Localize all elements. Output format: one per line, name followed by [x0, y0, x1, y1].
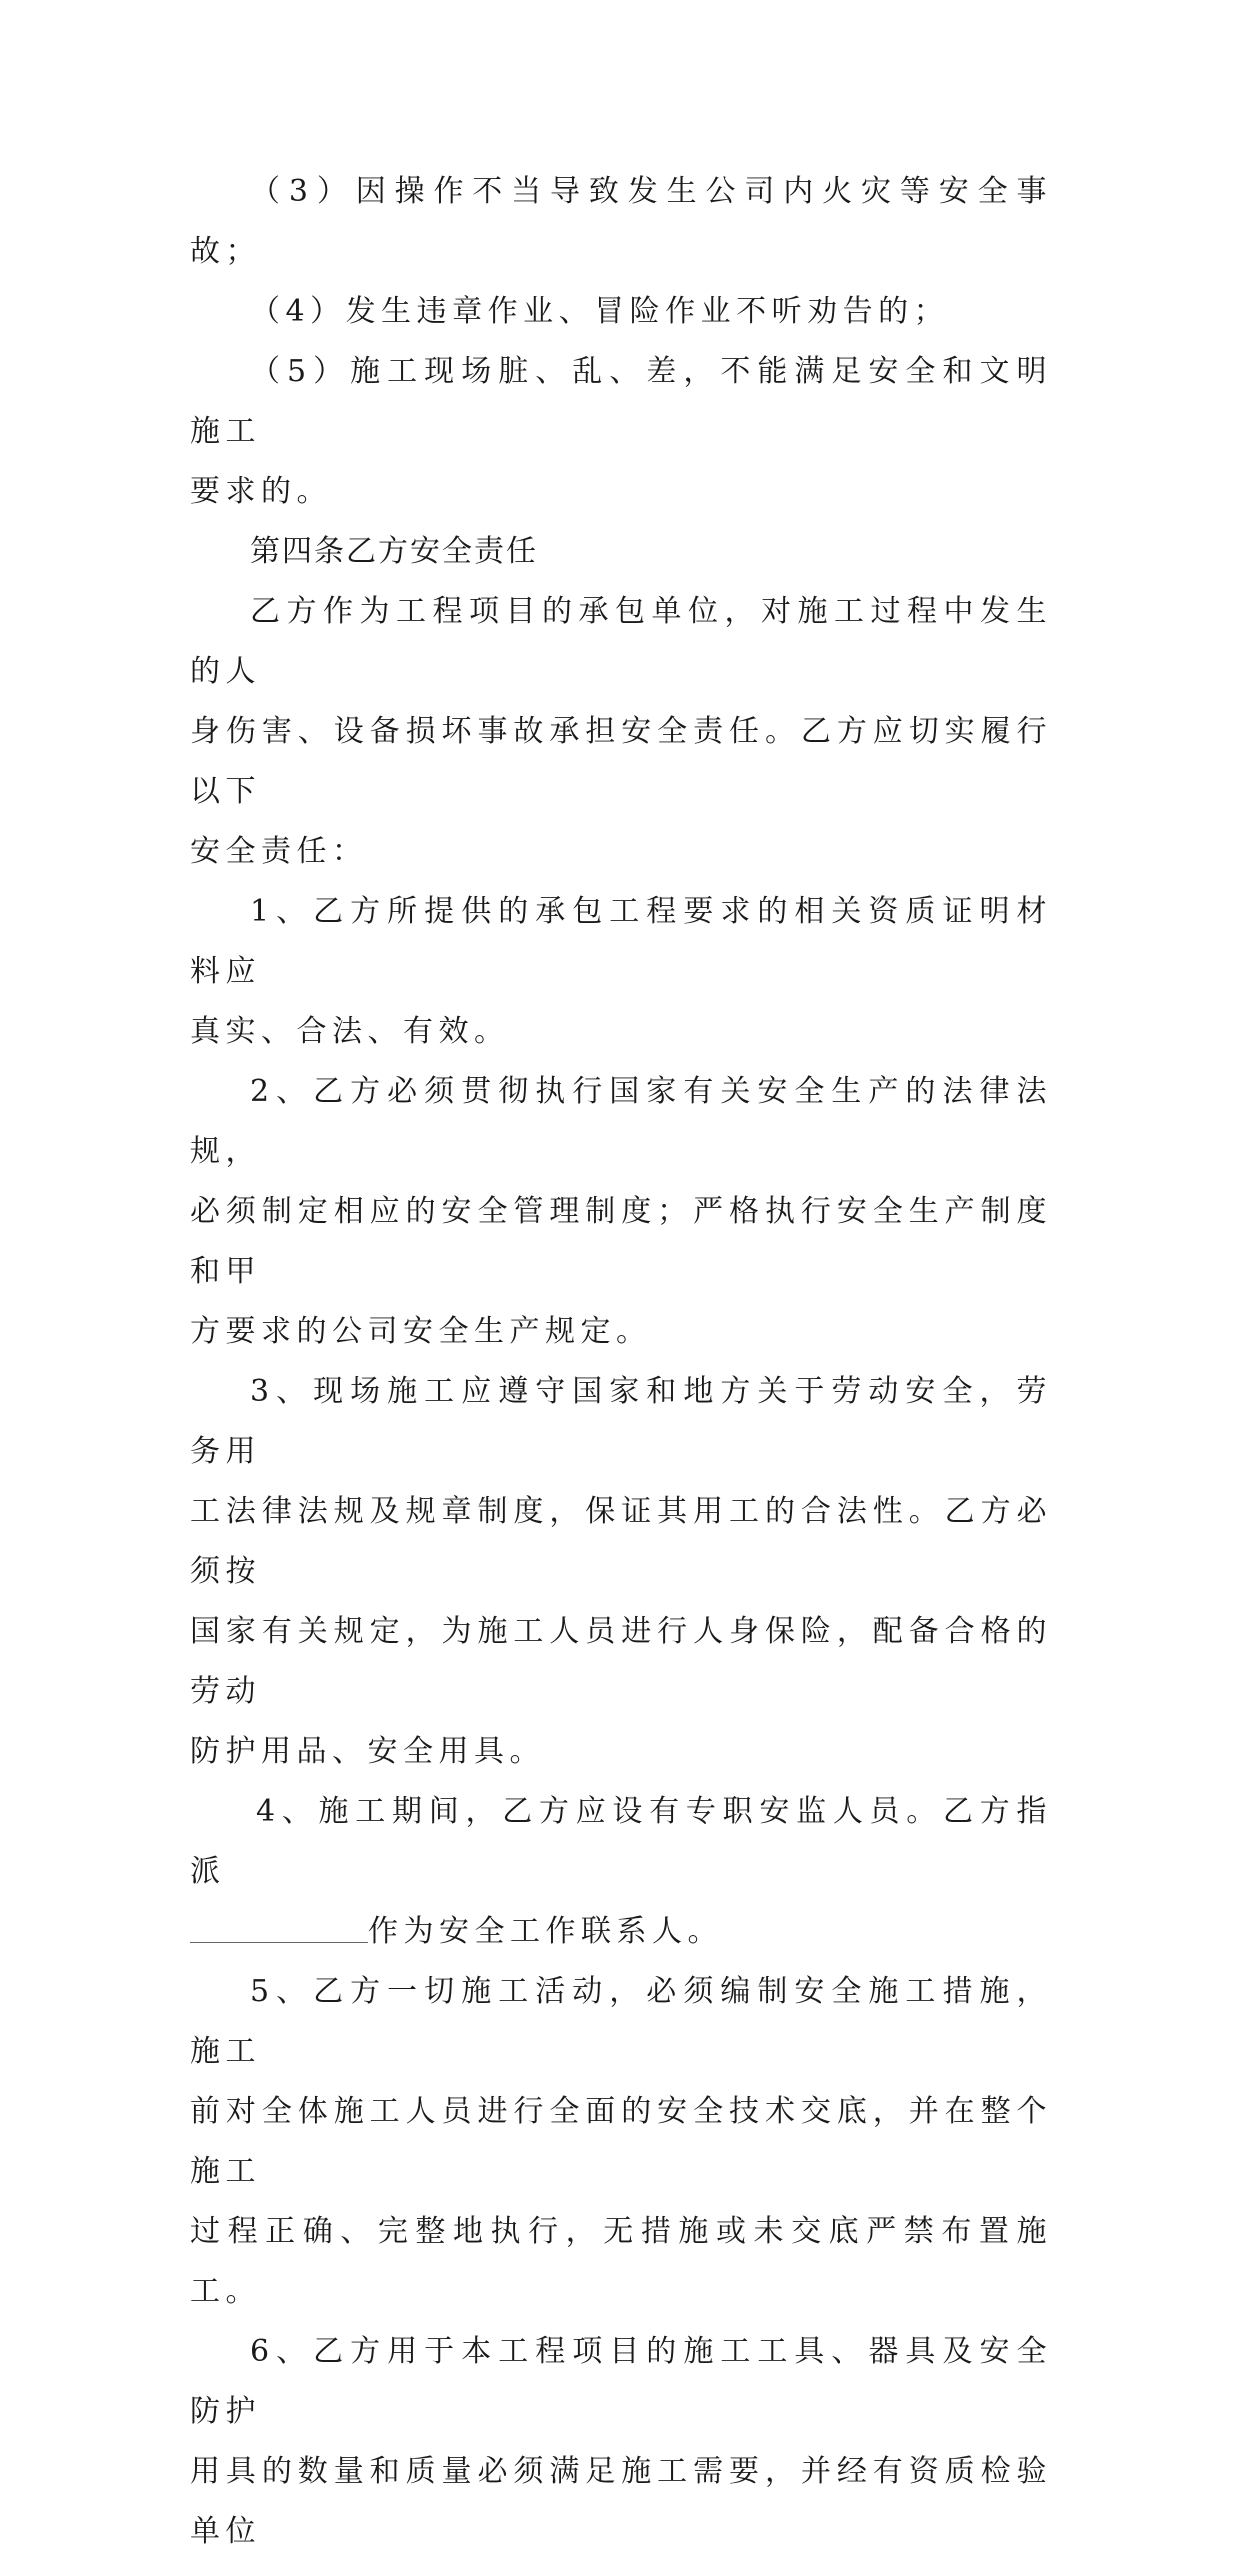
paragraph-clause-3: [190, 1362, 1052, 1782]
text-line: （4）发生违章作业、冒险作业不听劝告的；: [250, 294, 950, 329]
text-line: （5）施工现场脏、乱、差，不能满足安全和文明施工: [190, 354, 1052, 449]
text-line: 6、乙方用于本工程项目的施工工具、器具及安全防护: [190, 2334, 1052, 2429]
text-line: [190, 1902, 1052, 1962]
paragraph-item-4: [190, 282, 1052, 342]
text-fragment: 作为安全工作联系人。: [368, 1914, 723, 1949]
text-line: 5、乙方一切施工活动，必须编制安全施工措施，施工: [190, 1974, 1052, 2069]
paragraph-clause-6: [190, 2322, 1052, 2562]
text-line: 要求的。: [190, 474, 332, 509]
paragraph-clause-1: [190, 882, 1052, 1062]
text-line: 真实、合法、有效。: [190, 1014, 510, 1049]
text-line: 4、施工期间，乙方应设有专职安监人员。乙方指派: [190, 1794, 1052, 1889]
text-line: 安全责任：: [190, 834, 368, 869]
text-line: （3）因操作不当导致发生公司内火灾等安全事故；: [190, 174, 1052, 269]
paragraph-intro: [190, 582, 1052, 882]
text-line: 国家有关规定，为施工人员进行人身保险，配备合格的劳动: [190, 1614, 1052, 1709]
text-line: 第四条乙方安全责任: [250, 534, 538, 569]
text-line: 过程正确、完整地执行，无措施或未交底严禁布置施工。: [190, 2214, 1052, 2309]
section-title: [190, 522, 1052, 582]
text-line: 必须制定相应的安全管理制度；严格执行安全生产制度和甲: [190, 1194, 1052, 1289]
text-line: 乙方作为工程项目的承包单位，对施工过程中发生的人: [190, 594, 1052, 689]
paragraph-clause-4: [190, 1782, 1052, 1962]
text-line: 前对全体施工人员进行全面的安全技术交底，并在整个施工: [190, 2094, 1052, 2189]
text-line: 1、乙方所提供的承包工程要求的相关资质证明材料应: [190, 894, 1052, 989]
fill-in-blank: [190, 1912, 368, 1943]
text-line: 2、乙方必须贯彻执行国家有关安全生产的法律法规，: [190, 1074, 1052, 1169]
text-line: 3、现场施工应遵守国家和地方关于劳动安全，劳务用: [190, 1374, 1052, 1469]
text-line: 身伤害、设备损坏事故承担安全责任。乙方应切实履行以下: [190, 714, 1052, 809]
text-line: 防护用品、安全用具。: [190, 1734, 545, 1769]
paragraph-item-3: [190, 162, 1052, 282]
paragraph-clause-5: [190, 1962, 1052, 2322]
text-line: 用具的数量和质量必须满足施工需要，并经有资质检验单位: [190, 2454, 1052, 2549]
paragraph-item-5: [190, 342, 1052, 522]
text-line: 工法律法规及规章制度，保证其用工的合法性。乙方必须按: [190, 1494, 1052, 1589]
text-line: 方要求的公司安全生产规定。: [190, 1314, 652, 1349]
document-body: [190, 162, 1052, 2562]
paragraph-clause-2: [190, 1062, 1052, 1362]
